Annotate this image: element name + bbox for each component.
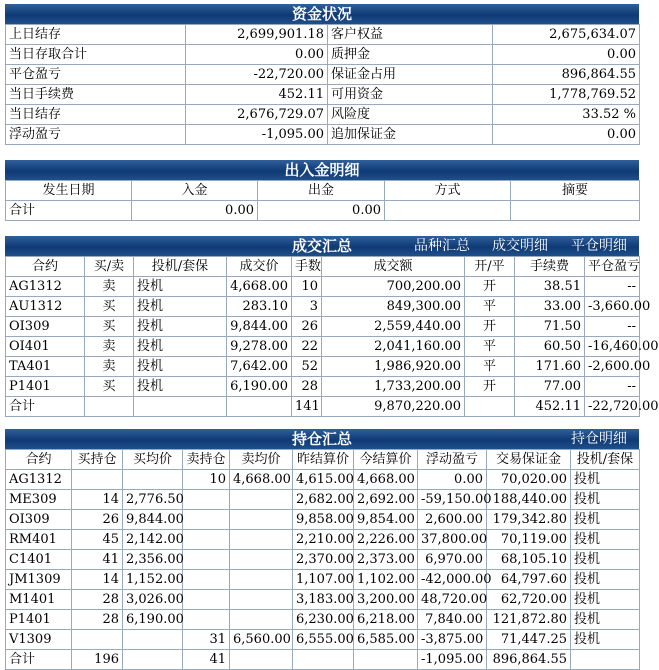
- position-column-header: 昨结算价: [293, 450, 354, 470]
- inout-total-cell: 合计: [6, 201, 132, 221]
- trade-cell: 2,559,440.00: [322, 317, 465, 337]
- trade-cell: 投机: [134, 337, 227, 357]
- position-row: [6, 470, 640, 490]
- position-cell: 37,800.00: [418, 530, 487, 550]
- position-cell: 2,142.00: [123, 530, 183, 550]
- inout-title: 出入金明细: [284, 161, 360, 179]
- trade-cell: 4,668.00: [227, 277, 292, 297]
- trade-cell: -2,600.00: [585, 357, 640, 377]
- position-cell: 41: [72, 550, 123, 570]
- trade-row: [6, 317, 640, 337]
- trade-cell: 投机: [134, 357, 227, 377]
- position-cell: 28: [72, 590, 123, 610]
- fund-value: 452.11: [186, 85, 328, 105]
- inout-header: [5, 160, 639, 180]
- position-column-header: 买均价: [123, 450, 183, 470]
- trade-cell: 60.50: [515, 337, 585, 357]
- position-cell: 62,720.00: [487, 590, 571, 610]
- position-cell: 0.00: [418, 470, 487, 490]
- fund-value: 0.00: [493, 125, 640, 145]
- position-cell: 投机: [571, 490, 640, 510]
- trade-cell: -3,660.00: [585, 297, 640, 317]
- trade-column-header: 合约: [6, 257, 85, 277]
- position-cell: [72, 630, 123, 650]
- fund-value: -22,720.00: [186, 65, 328, 85]
- trade-cell: 849,300.00: [322, 297, 465, 317]
- position-cell: 投机: [571, 570, 640, 590]
- position-cell: 投机: [571, 530, 640, 550]
- position-row: [6, 630, 640, 650]
- inout-total-cell: 0.00: [258, 201, 385, 221]
- position-total-cell: [123, 650, 183, 670]
- position-cell: P1401: [6, 610, 72, 630]
- position-cell: 4,668.00: [230, 470, 293, 490]
- position-row: [6, 610, 640, 630]
- fund-value: -1,095.00: [186, 125, 328, 145]
- position-cell: 4,615.00: [293, 470, 354, 490]
- position-total-row: [6, 650, 640, 670]
- position-cell: 投机: [571, 510, 640, 530]
- position-cell: 70,119.00: [487, 530, 571, 550]
- trade-cell: 投机: [134, 377, 227, 397]
- position-link-position-detail[interactable]: 持仓明细: [571, 431, 627, 447]
- trade-cell: 9,844.00: [227, 317, 292, 337]
- trade-total-cell: 9,870,220.00: [322, 397, 465, 417]
- trade-total-cell: [227, 397, 292, 417]
- trade-cell: AU1312: [6, 297, 85, 317]
- inout-section: [5, 160, 639, 221]
- trade-cell: 2,041,160.00: [322, 337, 465, 357]
- fund-label: 保证金占用: [328, 65, 493, 85]
- trade-cell: P1401: [6, 377, 85, 397]
- fund-label: 浮动盈亏: [6, 125, 186, 145]
- trade-cell: 平: [465, 297, 515, 317]
- fund-label: 客户权益: [328, 25, 493, 45]
- trade-cell: TA401: [6, 357, 85, 377]
- fund-row: [6, 105, 640, 125]
- position-cell: [230, 530, 293, 550]
- fund-label: 追加保证金: [328, 125, 493, 145]
- trade-cell: 6,190.00: [227, 377, 292, 397]
- position-cell: ME309: [6, 490, 72, 510]
- position-cell: -42,000.00: [418, 570, 487, 590]
- trade-cell: 卖: [85, 277, 134, 297]
- position-cell: 投机: [571, 630, 640, 650]
- trade-total-cell: 合计: [6, 397, 85, 417]
- trade-total-cell: [134, 397, 227, 417]
- trade-cell: 平: [465, 337, 515, 357]
- trade-row: [6, 377, 640, 397]
- position-row: [6, 550, 640, 570]
- trade-link-trade-detail[interactable]: 成交明细: [492, 238, 548, 254]
- position-cell: 2,356.00: [123, 550, 183, 570]
- position-cell: 4,668.00: [354, 470, 418, 490]
- position-cell: 2,682.00: [293, 490, 354, 510]
- trade-column-header: 平仓盈亏: [585, 257, 640, 277]
- fund-value: 33.52 %: [493, 105, 640, 125]
- position-cell: [230, 510, 293, 530]
- position-total-cell: 合计: [6, 650, 72, 670]
- position-cell: 3,026.00: [123, 590, 183, 610]
- inout-total-cell: [511, 201, 640, 221]
- position-table: [5, 449, 640, 670]
- position-cell: 9,854.00: [354, 510, 418, 530]
- position-cell: 9,858.00: [293, 510, 354, 530]
- trade-row: [6, 297, 640, 317]
- trade-cell: 33.00: [515, 297, 585, 317]
- trade-table: [5, 256, 659, 417]
- trade-cell: --: [585, 277, 640, 297]
- position-cell: JM1309: [6, 570, 72, 590]
- position-total-cell: -1,095.00: [418, 650, 487, 670]
- trade-column-header: 手续费: [515, 257, 585, 277]
- position-cell: 45: [72, 530, 123, 550]
- fund-label: 风险度: [328, 105, 493, 125]
- trade-cell: 28: [292, 377, 322, 397]
- trade-cell: 700,200.00: [322, 277, 465, 297]
- trade-cell: 卖: [85, 357, 134, 377]
- position-cell: 投机: [571, 470, 640, 490]
- trade-column-header: 开/平: [465, 257, 515, 277]
- trade-title: 成交汇总: [291, 237, 352, 255]
- trade-cell: 77.00: [515, 377, 585, 397]
- position-row: [6, 530, 640, 550]
- position-total-cell: [293, 650, 354, 670]
- position-cell: 70,020.00: [487, 470, 571, 490]
- trade-header-row: [6, 257, 640, 277]
- trade-cell: 38.51: [515, 277, 585, 297]
- fund-label: 当日结存: [6, 105, 186, 125]
- position-cell: [183, 530, 230, 550]
- position-cell: [230, 570, 293, 590]
- inout-total-cell: 0.00: [132, 201, 258, 221]
- position-cell: 188,440.00: [487, 490, 571, 510]
- position-cell: [183, 590, 230, 610]
- trade-cell: 投机: [134, 277, 227, 297]
- position-column-header: 卖持仓: [183, 450, 230, 470]
- trade-cell: 71.50: [515, 317, 585, 337]
- position-cell: RM401: [6, 530, 72, 550]
- fund-label: 上日结存: [6, 25, 186, 45]
- position-cell: 3,200.00: [354, 590, 418, 610]
- position-cell: [230, 550, 293, 570]
- position-cell: 26: [72, 510, 123, 530]
- fund-row: [6, 45, 640, 65]
- position-cell: [230, 610, 293, 630]
- position-cell: [183, 610, 230, 630]
- fund-value: 1,778,769.52: [493, 85, 640, 105]
- position-cell: [123, 470, 183, 490]
- fund-section: [5, 4, 639, 145]
- position-cell: [123, 630, 183, 650]
- position-cell: 3,183.00: [293, 590, 354, 610]
- position-cell: 179,342.80: [487, 510, 571, 530]
- position-column-header: 投机/套保: [571, 450, 640, 470]
- fund-value: 2,675,634.07: [493, 25, 640, 45]
- position-cell: V1309: [6, 630, 72, 650]
- position-row: [6, 490, 640, 510]
- fund-label: 可用资金: [328, 85, 493, 105]
- position-cell: 1,152.00: [123, 570, 183, 590]
- fund-label: 当日存取合计: [6, 45, 186, 65]
- position-column-header: 合约: [6, 450, 72, 470]
- position-cell: [183, 510, 230, 530]
- trade-cell: --: [585, 377, 640, 397]
- trade-cell: 开: [465, 317, 515, 337]
- trade-cell: 22: [292, 337, 322, 357]
- position-cell: 28: [72, 610, 123, 630]
- trade-cell: OI309: [6, 317, 85, 337]
- position-cell: [230, 590, 293, 610]
- trade-column-header: 成交额: [322, 257, 465, 277]
- trade-cell: 开: [465, 277, 515, 297]
- position-cell: 64,797.60: [487, 570, 571, 590]
- position-cell: 2,600.00: [418, 510, 487, 530]
- position-column-header: 交易保证金: [487, 450, 571, 470]
- position-cell: 121,872.80: [487, 610, 571, 630]
- position-column-header: 买持仓: [72, 450, 123, 470]
- position-cell: 10: [183, 470, 230, 490]
- trade-cell: 171.60: [515, 357, 585, 377]
- inout-column-header: 摘要: [511, 181, 640, 201]
- position-cell: [183, 550, 230, 570]
- trade-total-cell: [465, 397, 515, 417]
- trade-cell: 投机: [134, 317, 227, 337]
- position-header: [5, 429, 639, 449]
- trade-cell: 卖: [85, 337, 134, 357]
- position-total-cell: 41: [183, 650, 230, 670]
- trade-cell: 买: [85, 377, 134, 397]
- trade-cell: 7,642.00: [227, 357, 292, 377]
- trade-total-cell: 452.11: [515, 397, 585, 417]
- fund-value: 0.00: [493, 45, 640, 65]
- fund-header: [5, 4, 639, 24]
- position-section: [5, 429, 639, 670]
- trade-cell: --: [585, 317, 640, 337]
- position-column-header: 浮动盈亏: [418, 450, 487, 470]
- fund-row: [6, 25, 640, 45]
- position-cell: 6,218.00: [354, 610, 418, 630]
- position-cell: 投机: [571, 610, 640, 630]
- fund-value: 896,864.55: [493, 65, 640, 85]
- trade-header: [5, 236, 639, 256]
- fund-label: 质押金: [328, 45, 493, 65]
- trade-link-variety-summary[interactable]: 品种汇总: [414, 238, 470, 254]
- trade-cell: 52: [292, 357, 322, 377]
- trade-column-header: 买/卖: [85, 257, 134, 277]
- position-cell: 9,844.00: [123, 510, 183, 530]
- position-cell: M1401: [6, 590, 72, 610]
- trade-cell: 283.10: [227, 297, 292, 317]
- trade-cell: 投机: [134, 297, 227, 317]
- trade-column-header: 手数: [292, 257, 322, 277]
- trade-cell: 开: [465, 377, 515, 397]
- position-cell: -59,150.00: [418, 490, 487, 510]
- fund-value: 2,676,729.07: [186, 105, 328, 125]
- inout-column-header: 入金: [132, 181, 258, 201]
- position-cell: 2,370.00: [293, 550, 354, 570]
- position-cell: AG1312: [6, 470, 72, 490]
- trade-cell: 3: [292, 297, 322, 317]
- position-column-header: 卖均价: [230, 450, 293, 470]
- trade-column-header: 投机/套保: [134, 257, 227, 277]
- position-cell: 7,840.00: [418, 610, 487, 630]
- inout-column-header: 出金: [258, 181, 385, 201]
- position-cell: 6,190.00: [123, 610, 183, 630]
- trade-total-cell: -22,720.00: [585, 397, 640, 417]
- position-cell: 31: [183, 630, 230, 650]
- position-cell: 68,105.10: [487, 550, 571, 570]
- position-row: [6, 510, 640, 530]
- trade-section: [5, 236, 659, 417]
- trade-total-row: [6, 397, 640, 417]
- trade-row: [6, 337, 640, 357]
- fund-title: 资金状况: [291, 5, 352, 23]
- position-cell: 投机: [571, 590, 640, 610]
- fund-label: 平仓盈亏: [6, 65, 186, 85]
- trade-cell: 9,278.00: [227, 337, 292, 357]
- position-cell: 2,210.00: [293, 530, 354, 550]
- position-cell: -3,875.00: [418, 630, 487, 650]
- position-cell: [183, 490, 230, 510]
- position-cell: 14: [72, 490, 123, 510]
- trade-cell: 10: [292, 277, 322, 297]
- position-cell: 48,720.00: [418, 590, 487, 610]
- position-cell: [183, 570, 230, 590]
- trade-cell: OI401: [6, 337, 85, 357]
- trade-cell: -16,460.00: [585, 337, 640, 357]
- position-cell: 2,226.00: [354, 530, 418, 550]
- fund-value: 2,699,901.18: [186, 25, 328, 45]
- inout-column-header: 方式: [385, 181, 511, 201]
- trade-cell: 平: [465, 357, 515, 377]
- position-total-cell: [230, 650, 293, 670]
- position-column-header: 今结算价: [354, 450, 418, 470]
- position-title: 持仓汇总: [291, 430, 352, 448]
- position-cell: 2,776.50: [123, 490, 183, 510]
- trade-cell: 买: [85, 297, 134, 317]
- position-row: [6, 570, 640, 590]
- fund-row: [6, 65, 640, 85]
- position-total-cell: 896,864.55: [487, 650, 571, 670]
- fund-row: [6, 125, 640, 145]
- fund-label: 当日手续费: [6, 85, 186, 105]
- inout-header-row: [6, 181, 640, 201]
- position-cell: 71,447.25: [487, 630, 571, 650]
- position-cell: OI309: [6, 510, 72, 530]
- position-cell: 14: [72, 570, 123, 590]
- trade-row: [6, 357, 640, 377]
- position-cell: 6,970.00: [418, 550, 487, 570]
- position-cell: C1401: [6, 550, 72, 570]
- position-cell: 1,102.00: [354, 570, 418, 590]
- inout-column-header: 发生日期: [6, 181, 132, 201]
- trade-total-cell: [85, 397, 134, 417]
- position-total-cell: [354, 650, 418, 670]
- position-cell: 投机: [571, 550, 640, 570]
- trade-row: [6, 277, 640, 297]
- position-cell: 6,585.00: [354, 630, 418, 650]
- position-cell: 6,230.00: [293, 610, 354, 630]
- trade-total-cell: 141: [292, 397, 322, 417]
- position-row: [6, 590, 640, 610]
- trade-cell: 1,733,200.00: [322, 377, 465, 397]
- position-cell: 1,107.00: [293, 570, 354, 590]
- position-cell: 2,692.00: [354, 490, 418, 510]
- trade-cell: 买: [85, 317, 134, 337]
- position-cell: 6,560.00: [230, 630, 293, 650]
- fund-table: [5, 24, 640, 145]
- inout-total-row: [6, 201, 640, 221]
- position-cell: 2,373.00: [354, 550, 418, 570]
- position-cell: 6,555.00: [293, 630, 354, 650]
- position-cell: [230, 490, 293, 510]
- trade-column-header: 成交价: [227, 257, 292, 277]
- trade-cell: AG1312: [6, 277, 85, 297]
- position-total-cell: 196: [72, 650, 123, 670]
- trade-cell: 26: [292, 317, 322, 337]
- fund-value: 0.00: [186, 45, 328, 65]
- fund-row: [6, 85, 640, 105]
- position-header-row: [6, 450, 640, 470]
- position-cell: [72, 470, 123, 490]
- trade-cell: 1,986,920.00: [322, 357, 465, 377]
- trade-link-close-detail[interactable]: 平仓明细: [571, 238, 627, 254]
- position-total-cell: [571, 650, 640, 670]
- inout-total-cell: [385, 201, 511, 221]
- inout-table: [5, 180, 640, 221]
